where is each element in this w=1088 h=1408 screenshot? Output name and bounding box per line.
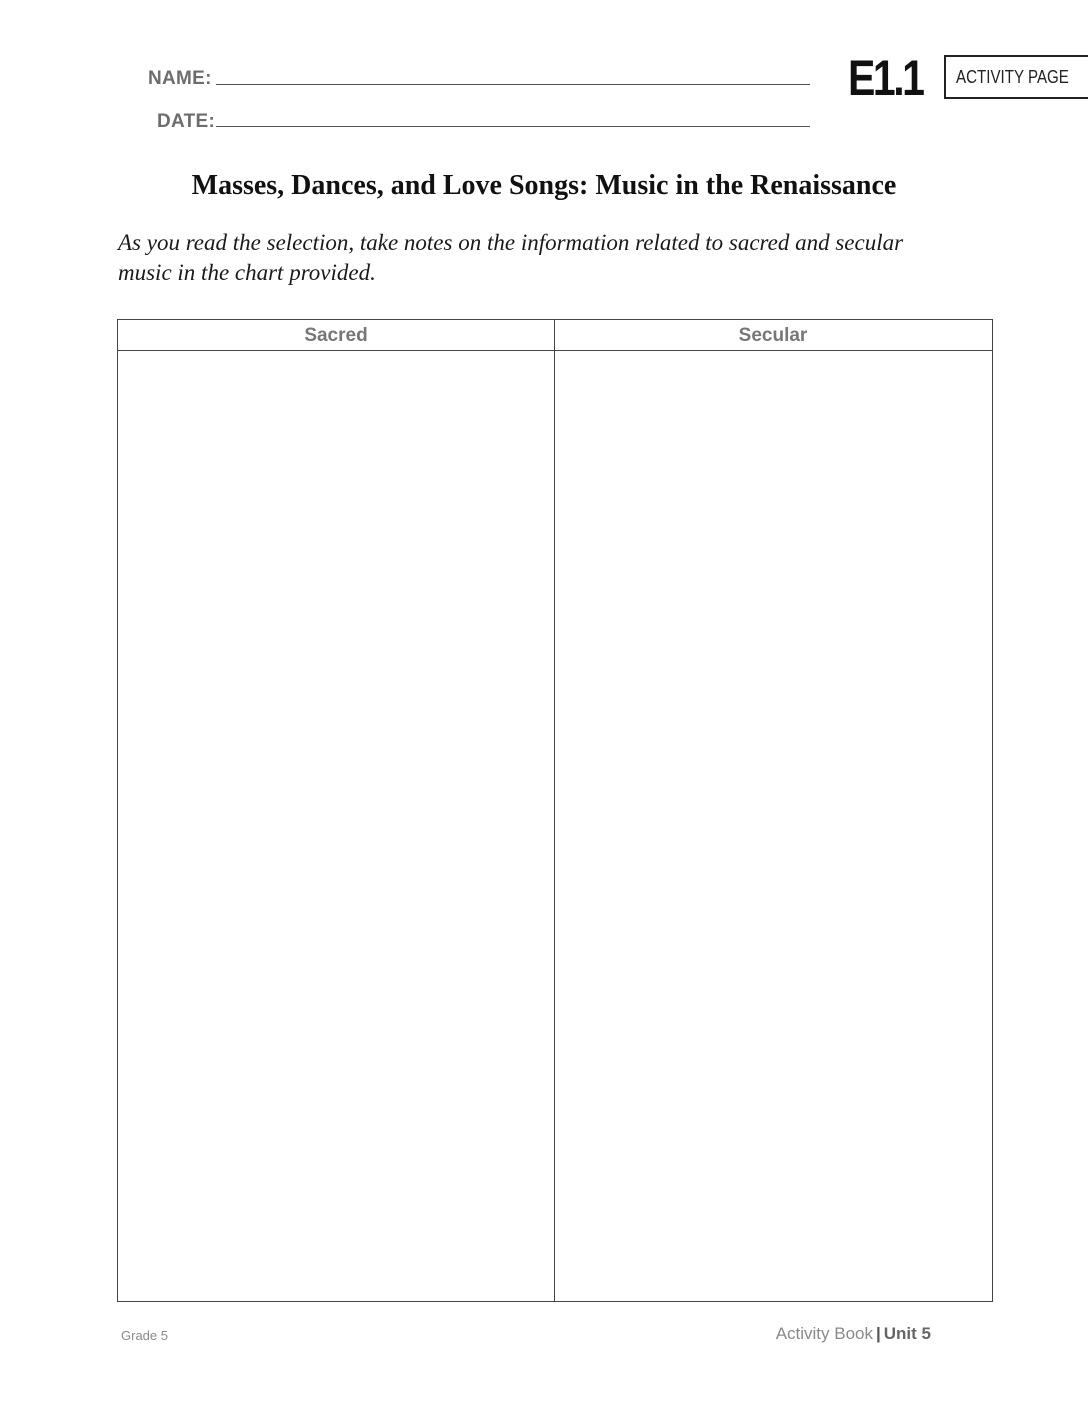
page-code: E1.1 [848,50,923,106]
name-line[interactable] [216,84,810,85]
notes-table [117,319,993,1302]
activity-page-label: ACTIVITY PAGE [956,67,1069,87]
page-title: Masses, Dances, and Love Songs: Music in the Renaissance [191,170,897,201]
secular-notes-cell[interactable] [556,352,992,1301]
sacred-notes-cell[interactable] [118,352,554,1301]
footer-separator: | [876,1324,881,1343]
activity-page-badge [944,55,1088,99]
footer-grade: Grade 5 [121,1328,168,1343]
date-line[interactable] [216,126,810,127]
instructions: As you read the selection, take notes on the information related to sacred and secular music in the chart provided. [118,230,904,285]
name-label: NAME: [148,68,212,89]
column-divider [554,320,555,1301]
column-header-secular: Secular [738,325,808,346]
column-header-sacred: Sacred [304,325,368,346]
header-divider [118,350,992,351]
footer-unit: Unit 5 [883,1324,931,1343]
footer-book: Activity Book [775,1324,873,1343]
date-label: DATE: [157,111,216,132]
footer-book-unit [776,1324,931,1344]
